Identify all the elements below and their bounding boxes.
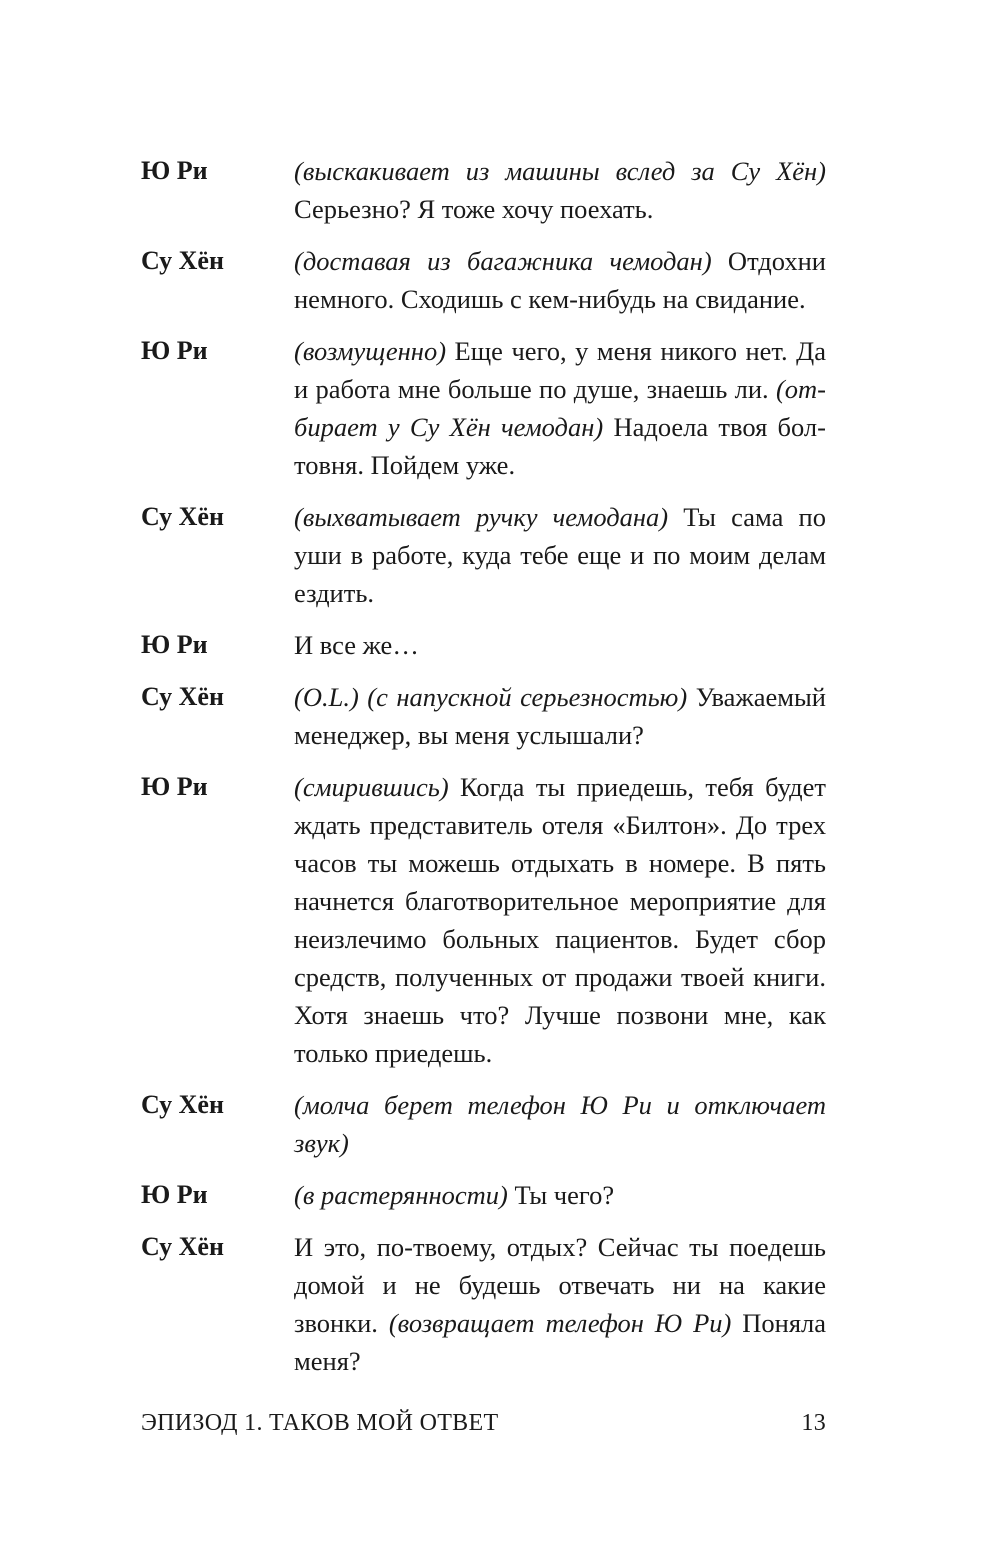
- dialogue-text: [294, 498, 826, 612]
- dialogue-line: [141, 1176, 826, 1214]
- dialogue-line: [141, 332, 826, 484]
- stage-direction: (в растерянности): [294, 1180, 508, 1210]
- dialogue-text: [294, 768, 826, 1072]
- speaker-name: Су Хён: [141, 246, 224, 275]
- stage-direction: (выскакивает из машины вслед за Су Хён): [294, 156, 826, 186]
- spoken-text: Ты чего?: [507, 1180, 615, 1210]
- page-footer: [141, 1408, 826, 1438]
- speaker-name: Ю Ри: [141, 630, 208, 659]
- running-title: ЭПИЗОД 1. ТАКОВ МОЙ ОТВЕТ: [141, 1410, 499, 1436]
- spoken-text: Поняла меня?: [294, 1308, 826, 1376]
- speaker-name: Су Хён: [141, 682, 224, 711]
- dialogue-text: [294, 332, 826, 484]
- stage-direction: (молча берет телефон Ю Ри и отключает звук): [294, 1090, 826, 1158]
- stage-direction: (смирившись): [294, 772, 449, 802]
- script-dialogue: [141, 152, 826, 1394]
- dialogue-text: [294, 1176, 826, 1214]
- speaker-name: Су Хён: [141, 1232, 224, 1261]
- stage-direction: (возвращает телефон Ю Ри): [388, 1308, 732, 1338]
- stage-direction: (доставая из багажника чемодан): [294, 246, 712, 276]
- stage-direction: (O.L.) (с напускной серьезностью): [294, 682, 688, 712]
- page-number: 13: [801, 1410, 826, 1436]
- dialogue-text: [294, 1228, 826, 1380]
- dialogue-line: [141, 498, 826, 612]
- stage-direction: (выхватывает ручку чемодана): [294, 502, 669, 532]
- dialogue-line: [141, 678, 826, 754]
- dialogue-line: [141, 1086, 826, 1162]
- spoken-text: Еще чего, у меня никого нет. Да и работа мне больше по душе, знаешь ли.: [294, 336, 826, 404]
- dialogue-line: [141, 242, 826, 318]
- spoken-text: Надоела твоя болтовня. Пойдем уже.: [294, 412, 826, 480]
- speaker-name: Ю Ри: [141, 156, 208, 185]
- spoken-text: И это, по-твоему, отдых? Сейчас ты поедешь домой и не будешь отвечать ни на какие звонки.: [294, 1232, 826, 1338]
- dialogue-text: [294, 678, 826, 754]
- speaker-name: Ю Ри: [141, 772, 208, 801]
- spoken-text: Отдохни немного. Сходишь с кем-нибудь на свидание.: [294, 246, 826, 314]
- dialogue-text: [294, 1086, 826, 1162]
- speaker-name: Ю Ри: [141, 1180, 208, 1209]
- dialogue-line: [141, 1228, 826, 1380]
- dialogue-line: [141, 626, 826, 664]
- spoken-text: Серьезно? Я тоже хочу поехать.: [294, 194, 654, 224]
- dialogue-text: [294, 152, 826, 228]
- stage-direction: (отбирает у Су Хён чемодан): [294, 374, 826, 442]
- dialogue-text: [294, 242, 826, 318]
- spoken-text: Уважаемый менеджер, вы меня услышали?: [294, 682, 826, 750]
- spoken-text: И все же…: [294, 630, 419, 660]
- stage-direction: (возмущенно): [294, 336, 447, 366]
- speaker-name: Ю Ри: [141, 336, 208, 365]
- spoken-text: Ты сама по уши в работе, куда тебе еще и по моим делам ездить.: [294, 502, 826, 608]
- speaker-name: Су Хён: [141, 1090, 224, 1119]
- dialogue-text: [294, 626, 826, 664]
- speaker-name: Су Хён: [141, 502, 224, 531]
- spoken-text: Когда ты приедешь, тебя будет ждать представитель отеля «Билтон». До трех часов ты можешь отдыхать в номере. В пять начнется благотворительное мероприятие для неизлечимо больных пациентов. Будет сбор средств, полученных от продажи твоей книги. Хотя знаешь что? Лучше позвони мне, как только приедешь.: [294, 772, 826, 1068]
- dialogue-line: [141, 152, 826, 228]
- dialogue-line: [141, 768, 826, 1072]
